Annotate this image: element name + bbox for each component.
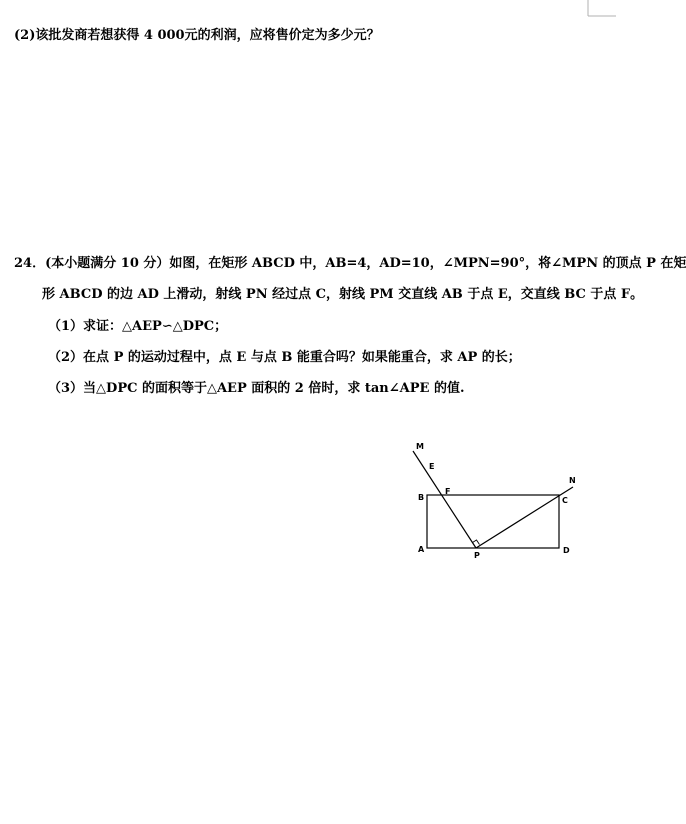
label-a: A	[418, 545, 425, 554]
rectangle-diagram	[405, 438, 585, 566]
question-24-text-line1: 24．(本小题满分 10 分）如图，在矩形 ABCD 中，AB=4，AD=10，∠MPN=90°，将∠MPN 的顶点 P 在矩	[14, 256, 686, 271]
label-c: C	[562, 496, 568, 505]
label-b: B	[418, 493, 425, 502]
label-m: M	[416, 442, 424, 451]
label-d: D	[563, 546, 570, 555]
label-f: F	[445, 487, 451, 496]
subquestion-3: （3）当△DPC 的面积等于△AEP 面积的 2 倍时，求 tan∠APE 的值.	[48, 381, 465, 396]
page-corner-mark	[578, 0, 616, 18]
question-24-text-line2: 形 ABCD 的边 AD 上滑动，射线 PN 经过点 C，射线 PM 交直线 AB 于点 E，交直线 BC 于点 F。	[42, 287, 644, 302]
label-e: E	[429, 462, 435, 471]
geometry-figure	[405, 438, 585, 566]
subquestion-2: （2）在点 P 的运动过程中，点 E 与点 B 能重合吗？如果能重合，求 AP 的长；	[48, 350, 521, 365]
label-p: P	[474, 551, 480, 560]
subquestion-1: （1）求证：△AEP∽△DPC；	[48, 319, 228, 334]
label-n: N	[569, 476, 576, 485]
question-part2-text: (2)该批发商若想获得 4 000元的利润，应将售价定为多少元？	[14, 28, 380, 43]
